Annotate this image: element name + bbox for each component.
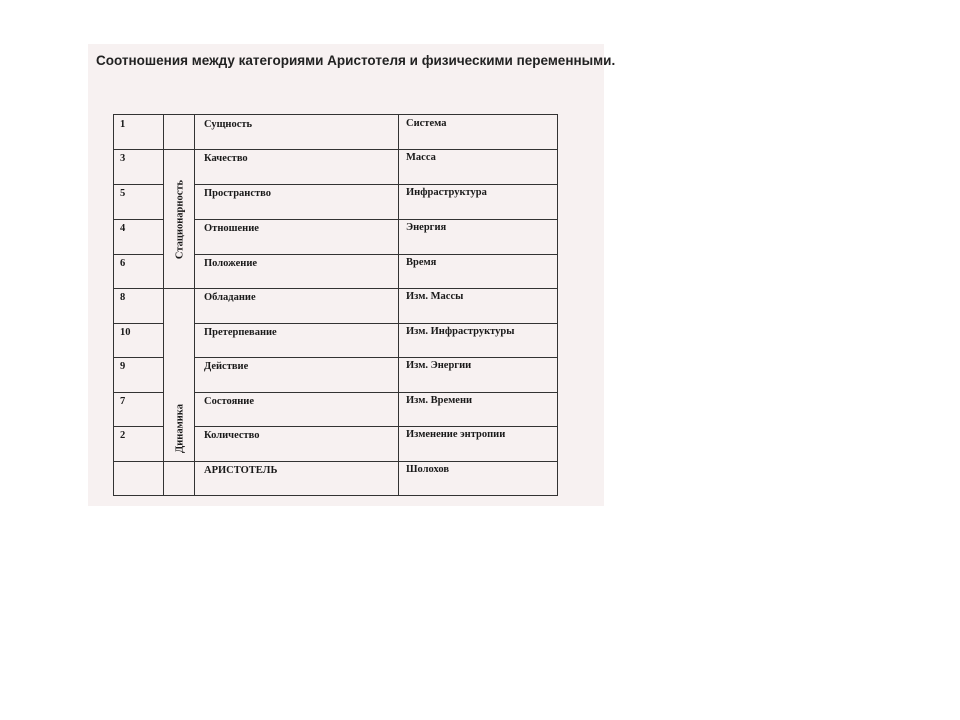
variable-cell: Система	[406, 118, 447, 129]
row-divider	[194, 323, 557, 324]
category-cell: Обладание	[204, 292, 256, 303]
variable-cell: Изм. Массы	[406, 291, 464, 302]
column-divider	[194, 115, 195, 495]
row-divider	[114, 149, 557, 150]
row-number: 3	[120, 153, 126, 164]
variable-cell: Изм. Энергии	[406, 360, 472, 371]
row-number: 2	[120, 430, 126, 441]
group-label-dynamics: Динамика	[174, 404, 186, 453]
row-number: 1	[120, 119, 126, 130]
category-cell: Количество	[204, 430, 260, 441]
category-cell: Положение	[204, 258, 258, 269]
category-cell: Сущность	[204, 119, 253, 130]
row-divider	[194, 219, 557, 220]
category-cell: Претерпевание	[204, 327, 277, 338]
row-number: 9	[120, 361, 126, 372]
row-divider	[194, 392, 557, 393]
row-number: 4	[120, 223, 126, 234]
variable-cell: Изм. Времени	[406, 395, 473, 406]
row-divider	[114, 254, 163, 255]
row-divider	[114, 288, 557, 289]
group-label-stationary: Стационарность	[174, 179, 186, 260]
row-divider	[114, 323, 163, 324]
row-divider	[114, 219, 163, 220]
category-cell: Состояние	[204, 396, 255, 407]
category-cell: Отношение	[204, 223, 259, 234]
variable-cell: Масса	[406, 152, 436, 163]
row-divider	[114, 426, 163, 427]
column-divider	[398, 115, 399, 495]
category-cell: Действие	[204, 361, 249, 372]
document-title: Соотношения между категориями Аристотеля и физическими переменными.	[96, 53, 616, 68]
row-divider	[114, 357, 163, 358]
row-number: 8	[120, 292, 126, 303]
row-number: 7	[120, 396, 126, 407]
row-number: 5	[120, 188, 126, 199]
variable-cell: Время	[406, 257, 437, 268]
variable-cell: Шолохов	[406, 464, 450, 475]
category-cell: АРИСТОТЕЛЬ	[204, 465, 278, 476]
row-divider	[194, 184, 557, 185]
column-divider	[163, 115, 164, 495]
variable-cell: Изменение энтропии	[406, 429, 506, 440]
variable-cell: Изм. Инфраструктуры	[406, 326, 515, 337]
row-divider	[114, 392, 163, 393]
row-divider	[194, 254, 557, 255]
category-cell: Качество	[204, 153, 248, 164]
row-number: 10	[120, 327, 131, 338]
variable-cell: Энергия	[406, 222, 447, 233]
row-divider	[194, 426, 557, 427]
row-divider	[114, 461, 557, 462]
row-divider	[114, 184, 163, 185]
scanned-document	[88, 44, 616, 506]
categories-table	[113, 114, 558, 496]
row-number: 6	[120, 258, 126, 269]
category-cell: Пространство	[204, 188, 272, 199]
variable-cell: Инфраструктура	[406, 187, 487, 198]
row-divider	[194, 357, 557, 358]
